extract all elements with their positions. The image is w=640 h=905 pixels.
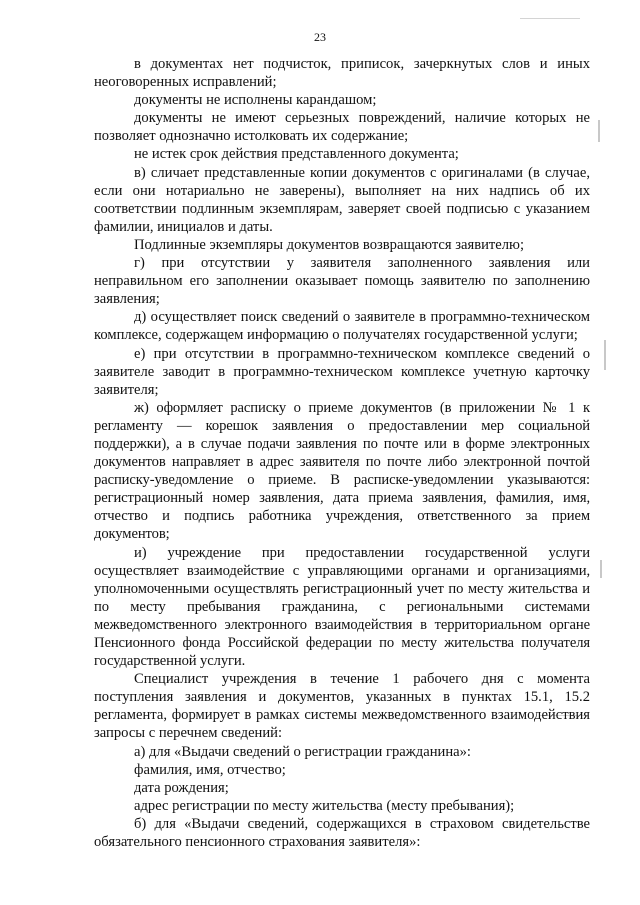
- paragraph: Подлинные экземпляры документов возвращаются заявителю;: [134, 236, 525, 253]
- paragraph: фамилия, имя, отчество;: [134, 761, 286, 778]
- paragraph: а) для «Выдачи сведений о регистрации гражданина»:: [134, 743, 471, 760]
- scan-artifact: [520, 18, 580, 19]
- paragraph: не истек срок действия представленного документа;: [134, 146, 459, 163]
- paragraph: д) осуществляет поиск сведений о заявителе в программно-техническом комплексе, содержащем информацию о получателях государственной услуги;: [94, 309, 590, 344]
- paragraph: Специалист учреждения в течение 1 рабочего дня с момента поступления заявления и документов, указанных в пунктах 15.1, 15.2 регламента, формирует в рамках системы межведомственного взаимодействия запросы с перечнем сведений:: [94, 671, 590, 742]
- paragraph: б) для «Выдачи сведений, содержащихся в страховом свидетельстве обязательного пенсионного страхования заявителя»:: [94, 815, 590, 851]
- paragraph: в) сличает представленные копии документов с оригиналами (в случае, если они нотариально не заверены), выполняет на них надпись об их соответствии подлинным экземплярам, заверяет своей подписью с указанием фамилии, инициалов и даты.: [94, 164, 590, 235]
- paragraph: е) при отсутствии в программно-техническом комплексе сведений о заявителе заводит в программно-техническом комплексе учетную карточку заявителя;: [94, 345, 590, 398]
- paragraph: дата рождения;: [134, 779, 229, 796]
- page-number: 23: [314, 30, 326, 44]
- scan-artifact: [598, 120, 600, 142]
- paragraph: ж) оформляет расписку о приеме документов (в приложении № 1 к регламенту — корешок заявления о предоставлении мер социальной поддержки), а в случае подачи заявления по почте или в форме электронных документов направляет в адрес заявителя по почте либо электронной почтой расписку-уведомление о приеме. В расписке-уведомлении указываются: регистрационный номер заявления, дата приема заявления, фамилия, имя, отчество и подпись работника учреждения, ответственного за прием документов;: [94, 399, 590, 543]
- paragraph: документы не имеют серьезных повреждений, наличие которых не позволяет однозначно истолковать их содержание;: [94, 110, 590, 145]
- paragraph: адрес регистрации по месту жительства (месту пребывания);: [134, 797, 515, 814]
- paragraph: г) при отсутствии у заявителя заполненного заявления или неправильном его заполнении оказывает помощь заявителю по заполнению заявления;: [94, 255, 590, 308]
- scan-artifact: [604, 340, 606, 370]
- paragraph: документы не исполнены карандашом;: [134, 92, 377, 109]
- document-text: [94, 55, 590, 851]
- paragraph: и) учреждение при предоставлении государственной услуги осуществляет взаимодействие с управляющими органами и организациями, уполномоченными осуществлять регистрационный учет по месту жительства и по месту пребывания гражданина, с региональными системами межведомственного электронного взаимодействия в территориальном органе Пенсионного фонда Российской федерации по месту жительства получателя государственной услуги.: [94, 544, 590, 670]
- scan-artifact: [600, 560, 602, 578]
- paragraph: в документах нет подчисток, приписок, зачеркнутых слов и иных неоговоренных исправлений;: [94, 56, 590, 91]
